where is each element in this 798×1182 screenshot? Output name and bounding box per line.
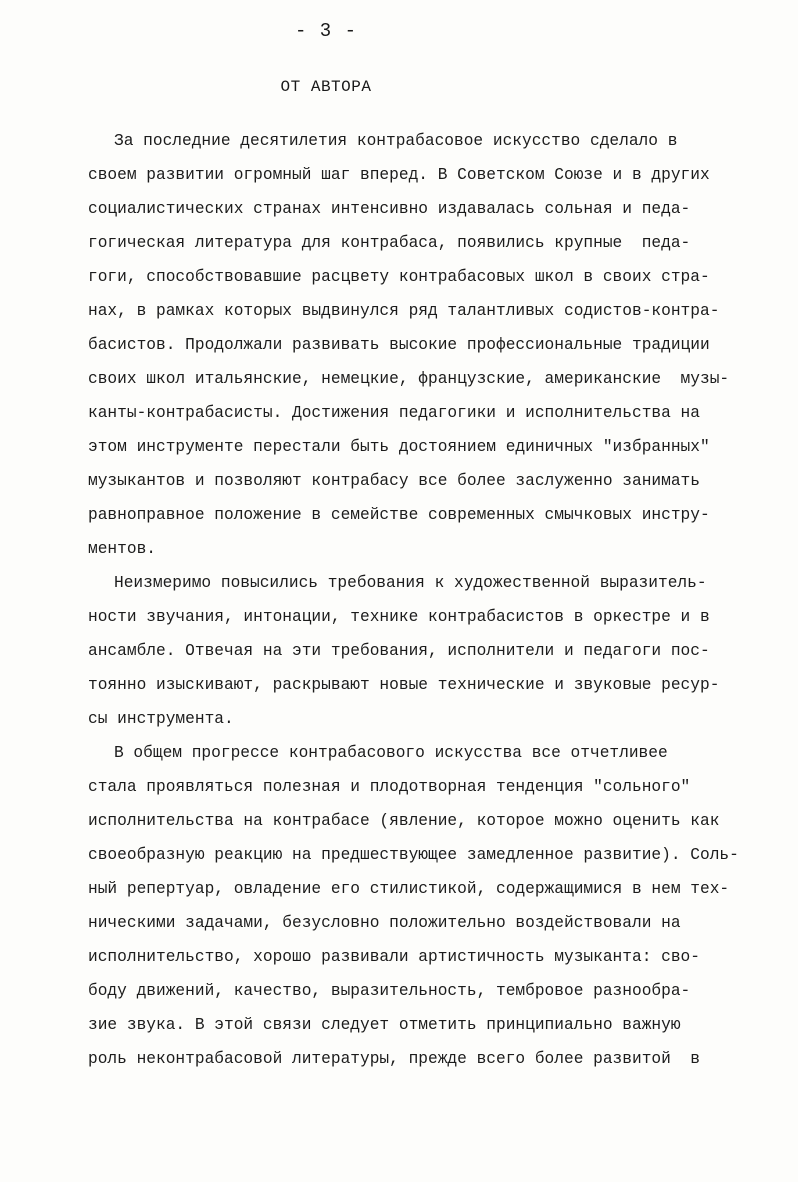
paragraph-1-line-3: социалистических странах интенсивно издавалась сольная и педа- bbox=[88, 200, 691, 218]
paragraph-1-line-10: этом инструменте перестали быть достоянием единичных "избранных" bbox=[88, 438, 710, 456]
paragraph-2-line-1: Неизмеримо повысились требования к художественной выразитель- bbox=[114, 574, 707, 592]
section-heading: ОТ АВТОРА bbox=[280, 78, 372, 96]
paragraph-2-line-3: ансамбле. Отвечая на эти требования, исполнители и педагоги пос- bbox=[88, 642, 710, 660]
paragraph-3-line-10: роль неконтрабасовой литературы, прежде всего более развитой в bbox=[88, 1050, 700, 1068]
paragraph-3-line-1: В общем прогрессе контрабасового искусства все отчетливее bbox=[114, 744, 668, 762]
paragraph-2-line-5: сы инструмента. bbox=[88, 710, 234, 728]
paragraph-1-line-6: нах, в рамках которых выдвинулся ряд талантливых содистов-контра- bbox=[88, 302, 720, 320]
paragraph-1-line-11: музыкантов и позволяют контрабасу все более заслуженно занимать bbox=[88, 472, 700, 490]
paragraph-3-line-9: зие звука. В этой связи следует отметить принципиально важную bbox=[88, 1016, 681, 1034]
paragraph-1-line-7: басистов. Продолжали развивать высокие профессиональные традиции bbox=[88, 336, 710, 354]
paragraph-1-line-13: ментов. bbox=[88, 540, 156, 558]
paragraph-3-line-5: ный репертуар, овладение его стилистикой, содержащимися в нем тех- bbox=[88, 880, 730, 898]
paragraph-2-line-4: тоянно изыскивают, раскрывают новые технические и звуковые ресур- bbox=[88, 676, 720, 694]
paragraph-1-line-8: своих школ итальянские, немецкие, французские, американские музы- bbox=[88, 370, 730, 388]
paragraph-1-line-12: равноправное положение в семействе современных смычковых инстру- bbox=[88, 506, 710, 524]
paragraph-3-line-2: стала проявляться полезная и плодотворная тенденция "сольного" bbox=[88, 778, 691, 796]
paragraph-3-line-4: своеобразную реакцию на предшествующее замедленное развитие). Соль- bbox=[88, 846, 739, 864]
paragraph-1-line-1: За последние десятилетия контрабасовое искусство сделало в bbox=[114, 132, 678, 150]
paragraph-1-line-9: канты-контрабасисты. Достижения педагогики и исполнительства на bbox=[88, 404, 700, 422]
paragraph-3-line-8: боду движений, качество, выразительность, тембровое разнообра- bbox=[88, 982, 691, 1000]
paragraph-1-line-4: гогическая литература для контрабаса, появились крупные педа- bbox=[88, 234, 691, 252]
body-text bbox=[88, 124, 768, 1076]
paragraph-2-line-2: ности звучания, интонации, технике контрабасистов в оркестре и в bbox=[88, 608, 710, 626]
page-number: - 3 - bbox=[294, 20, 357, 42]
paragraph-1-line-2: своем развитии огромный шаг вперед. В Советском Союзе и в других bbox=[88, 166, 710, 184]
paragraph-3-line-7: исполнительство, хорошо развивали артистичность музыканта: сво- bbox=[88, 948, 700, 966]
paragraph-3-line-3: исполнительства на контрабасе (явление, которое можно оценить как bbox=[88, 812, 720, 830]
paragraph-3-line-6: ническими задачами, безусловно положительно воздействовали на bbox=[88, 914, 681, 932]
paragraph-1-line-5: гоги, способствовавшие расцвету контрабасовых школ в своих стра- bbox=[88, 268, 710, 286]
